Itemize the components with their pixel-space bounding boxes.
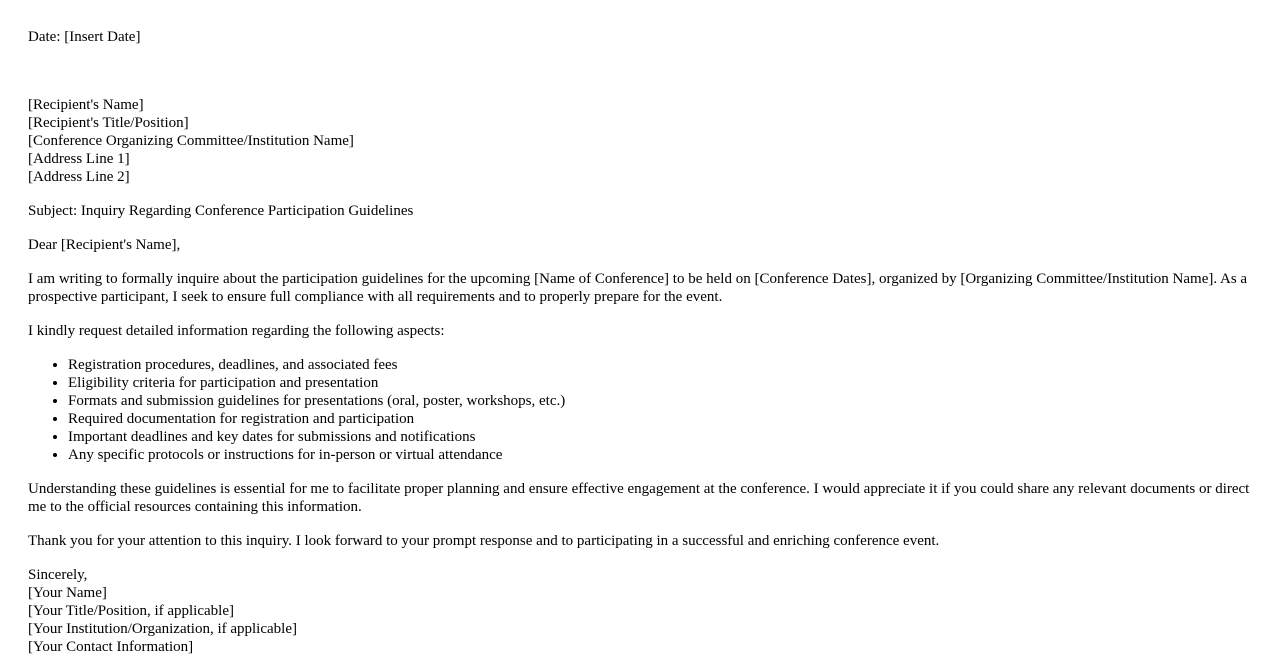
thanks-paragraph: Thank you for your attention to this inquiry. I look forward to your prompt response and to participating in a successful and enriching conference event. [28, 533, 940, 549]
date-line: Date: [Insert Date] [28, 29, 141, 45]
understanding-paragraph: Understanding these guidelines is essential for me to facilitate proper planning and ensure effective engagement at the conference. I would appreciate it if you could share any relevant documents or direct me to the official resources containing this information. [28, 481, 1250, 515]
recipient-name: [Recipient's Name] [28, 97, 144, 113]
salutation: Dear [Recipient's Name], [28, 237, 181, 253]
sender-contact: [Your Contact Information] [28, 639, 194, 655]
recipient-organization: [Conference Organizing Committee/Institution Name] [28, 133, 354, 149]
list-item: • Eligibility criteria for participation and presentation [68, 374, 1250, 392]
recipient-address-line-1: [Address Line 1] [28, 151, 130, 167]
recipient-title: [Recipient's Title/Position] [28, 115, 189, 131]
closing-phrase: Sincerely, [28, 567, 88, 583]
sender-title: [Your Title/Position, if applicable] [28, 603, 234, 619]
list-item: • Formats and submission guidelines for presentations (oral, poster, workshops, etc.) [68, 392, 1250, 410]
recipient-address-line-2: [Address Line 2] [28, 169, 130, 185]
request-paragraph: I kindly request detailed information regarding the following aspects: [28, 323, 445, 339]
subject-line: Subject: Inquiry Regarding Conference Participation Guidelines [28, 203, 414, 219]
recipient-block [28, 96, 1250, 186]
aspects-list [28, 356, 1250, 464]
list-item: • Any specific protocols or instructions for in-person or virtual attendance [68, 446, 1250, 464]
list-item: • Required documentation for registration and participation [68, 410, 1250, 428]
spacer [28, 46, 1250, 96]
sender-name: [Your Name] [28, 585, 107, 601]
closing-block [28, 566, 1250, 656]
list-item: • Important deadlines and key dates for submissions and notifications [68, 428, 1250, 446]
sender-institution: [Your Institution/Organization, if applicable] [28, 621, 297, 637]
intro-paragraph: I am writing to formally inquire about the participation guidelines for the upcoming [Name of Conference] to be held on [Conference Dates], organized by [Organizing Committee/Institution Name]. As a prospective participant, I seek to ensure full compliance with all requirements and to properly prepare for the event. [28, 271, 1248, 305]
list-item: • Registration procedures, deadlines, and associated fees [68, 356, 1250, 374]
